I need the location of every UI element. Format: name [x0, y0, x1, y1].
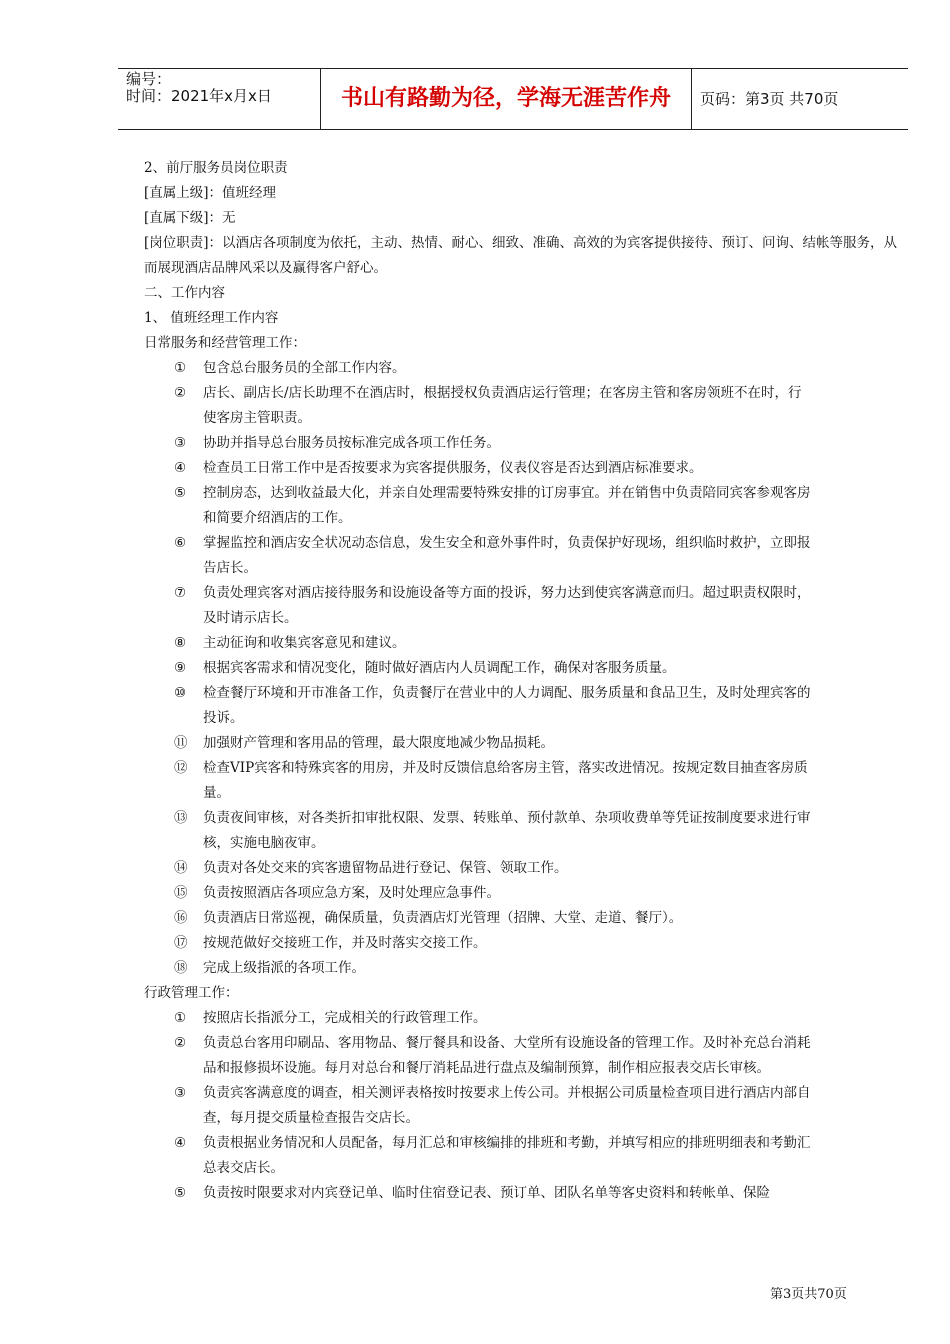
- item-text: 主动征询和收集宾客意见和建议。: [203, 635, 406, 651]
- section-title: 2、前厅服务员岗位职责: [144, 160, 288, 176]
- item-number: ①: [174, 360, 187, 376]
- list-item: [144, 856, 884, 881]
- item-text: 按规范做好交接班工作，并及时落实交接工作。: [203, 935, 487, 951]
- item-text: 包含总台服务员的全部工作内容。: [203, 360, 406, 376]
- item-number: ④: [174, 1135, 187, 1151]
- item-text: 负责夜间审核，对各类折扣审批权限、发票、转账单、预付款单、杂项收费单等凭证按制度要求进行审核，实施电脑夜审。: [203, 810, 811, 851]
- duty-line-1: [岗位职责]：以酒店各项制度为依托，主动、热情、耐心、细致、准确、高效的为宾客提供接待、预订、问询、结帐等服务，从: [144, 235, 898, 251]
- item-text: 负责按照酒店各项应急方案，及时处理应急事件。: [203, 885, 500, 901]
- item-text: 负责处理宾客对酒店接待服务和设施设备等方面的投诉，努力达到使宾客满意而归。超过职责权限时，及时请示店长。: [203, 585, 811, 626]
- duty-line-2: 而展现酒店品牌风采以及赢得客户舒心。: [144, 260, 387, 276]
- item-number: ⑤: [174, 1185, 187, 1201]
- superior-line: [直属上级]：值班经理: [144, 185, 277, 201]
- header-motto: 书山有路勤为径，学海无涯苦作舟: [321, 69, 692, 129]
- item-number: ③: [174, 1085, 187, 1101]
- work-heading: 二、工作内容: [144, 285, 225, 301]
- item-number: ⑦: [174, 585, 187, 601]
- item-text: 检查餐厅环境和开市准备工作，负责餐厅在营业中的人力调配、服务质量和食品卫生，及时处理宾客的投诉。: [203, 685, 811, 726]
- item-text: 根据宾客需求和情况变化，随时做好酒店内人员调配工作，确保对客服务质量。: [203, 660, 676, 676]
- item-number: ⑩: [174, 685, 187, 701]
- list-item: [144, 1181, 884, 1206]
- list-item: [144, 1131, 884, 1181]
- list-item: [144, 1031, 884, 1081]
- item-text: 加强财产管理和客用品的管理，最大限度地减少物品损耗。: [203, 735, 554, 751]
- item-text: 负责总台客用印刷品、客用物品、餐厅餐具和设备、大堂所有设施设备的管理工作。及时补充总台消耗品和报修损坏设施。每月对总台和餐厅消耗品进行盘点及编制预算，制作相应报表交店长审核。: [203, 1035, 811, 1076]
- item-text: 负责根据业务情况和人员配备，每月汇总和审核编排的排班和考勤，并填写相应的排班明细表和考勤汇总表交店长。: [203, 1135, 811, 1176]
- list-item: [144, 581, 884, 631]
- list-item: [144, 431, 884, 456]
- item-number: ⑮: [174, 885, 188, 901]
- list-item: [144, 756, 884, 806]
- item-number: ④: [174, 460, 187, 476]
- header-page-info: 页码：第3页 共70页: [700, 90, 839, 108]
- item-text: 按照店长指派分工，完成相关的行政管理工作。: [203, 1010, 487, 1026]
- list-item: [144, 381, 884, 431]
- item-text: 检查VIP宾客和特殊宾客的用房，并及时反馈信息给客房主管，落实改进情况。按规定数目抽查客房质量。: [203, 760, 808, 801]
- page-header: [118, 68, 908, 130]
- subordinate-line: [直属下级]：无: [144, 210, 236, 226]
- list-item: [144, 1081, 884, 1131]
- list-item: [144, 806, 884, 856]
- item-number: ⑧: [174, 635, 187, 651]
- sub-heading: 1、 值班经理工作内容: [144, 310, 279, 326]
- item-text: 店长、副店长/店长助理不在酒店时，根据授权负责酒店运行管理；在客房主管和客房领班不在时，行使客房主管职责。: [203, 385, 802, 426]
- list-item: [144, 531, 884, 581]
- list-item: [144, 1006, 884, 1031]
- item-number: ⑯: [174, 910, 188, 926]
- list-item: [144, 956, 884, 981]
- list-item: [144, 731, 884, 756]
- document-body: [144, 156, 898, 1206]
- item-text: 检查员工日常工作中是否按要求为宾客提供服务，仪表仪容是否达到酒店标准要求。: [203, 460, 703, 476]
- daily-heading: 日常服务和经营管理工作：: [144, 335, 306, 351]
- item-text: 完成上级指派的各项工作。: [203, 960, 365, 976]
- list-item: [144, 631, 884, 656]
- daily-list: [144, 356, 884, 981]
- serial-label: 编号：: [126, 70, 172, 88]
- item-number: ③: [174, 435, 187, 451]
- list-item: [144, 356, 884, 381]
- item-text: 负责酒店日常巡视，确保质量，负责酒店灯光管理（招牌、大堂、走道、餐厅）。: [203, 910, 683, 926]
- item-number: ⑱: [174, 960, 188, 976]
- item-number: ⑪: [174, 735, 188, 751]
- list-item: [144, 931, 884, 956]
- date-label: 时间：2021年x月x日: [126, 87, 272, 105]
- admin-heading: 行政管理工作：: [144, 985, 239, 1001]
- item-number: ②: [174, 385, 187, 401]
- item-number: ①: [174, 1010, 187, 1026]
- item-text: 负责宾客满意度的调查，相关测评表格按时按要求上传公司。并根据公司质量检查项目进行酒店内部自查，每月提交质量检查报告交店长。: [203, 1085, 811, 1126]
- item-number: ⑥: [174, 535, 187, 551]
- page-footer: 第3页共70页: [770, 1287, 847, 1302]
- list-item: [144, 881, 884, 906]
- item-text: 协助并指导总台服务员按标准完成各项工作任务。: [203, 435, 500, 451]
- item-number: ⑤: [174, 485, 187, 501]
- item-text: 负责对各处交来的宾客遗留物品进行登记、保管、领取工作。: [203, 860, 568, 876]
- item-number: ⑬: [174, 810, 188, 826]
- item-text: 负责按时限要求对内宾登记单、临时住宿登记表、预订单、团队名单等客史资料和转帐单、保险: [203, 1185, 770, 1201]
- list-item: [144, 456, 884, 481]
- list-item: [144, 681, 884, 731]
- item-text: 控制房态，达到收益最大化，并亲自处理需要特殊安排的订房事宜。并在销售中负责陪同宾客参观客房和简要介绍酒店的工作。: [203, 485, 811, 526]
- item-text: 掌握监控和酒店安全状况动态信息，发生安全和意外事件时，负责保护好现场，组织临时救护，立即报告店长。: [203, 535, 811, 576]
- item-number: ⑫: [174, 760, 188, 776]
- item-number: ②: [174, 1035, 187, 1051]
- admin-list: [144, 1006, 884, 1206]
- item-number: ⑭: [174, 860, 188, 876]
- list-item: [144, 481, 884, 531]
- item-number: ⑰: [174, 935, 188, 951]
- header-meta: [118, 69, 321, 129]
- list-item: [144, 906, 884, 931]
- item-number: ⑨: [174, 660, 187, 676]
- list-item: [144, 656, 884, 681]
